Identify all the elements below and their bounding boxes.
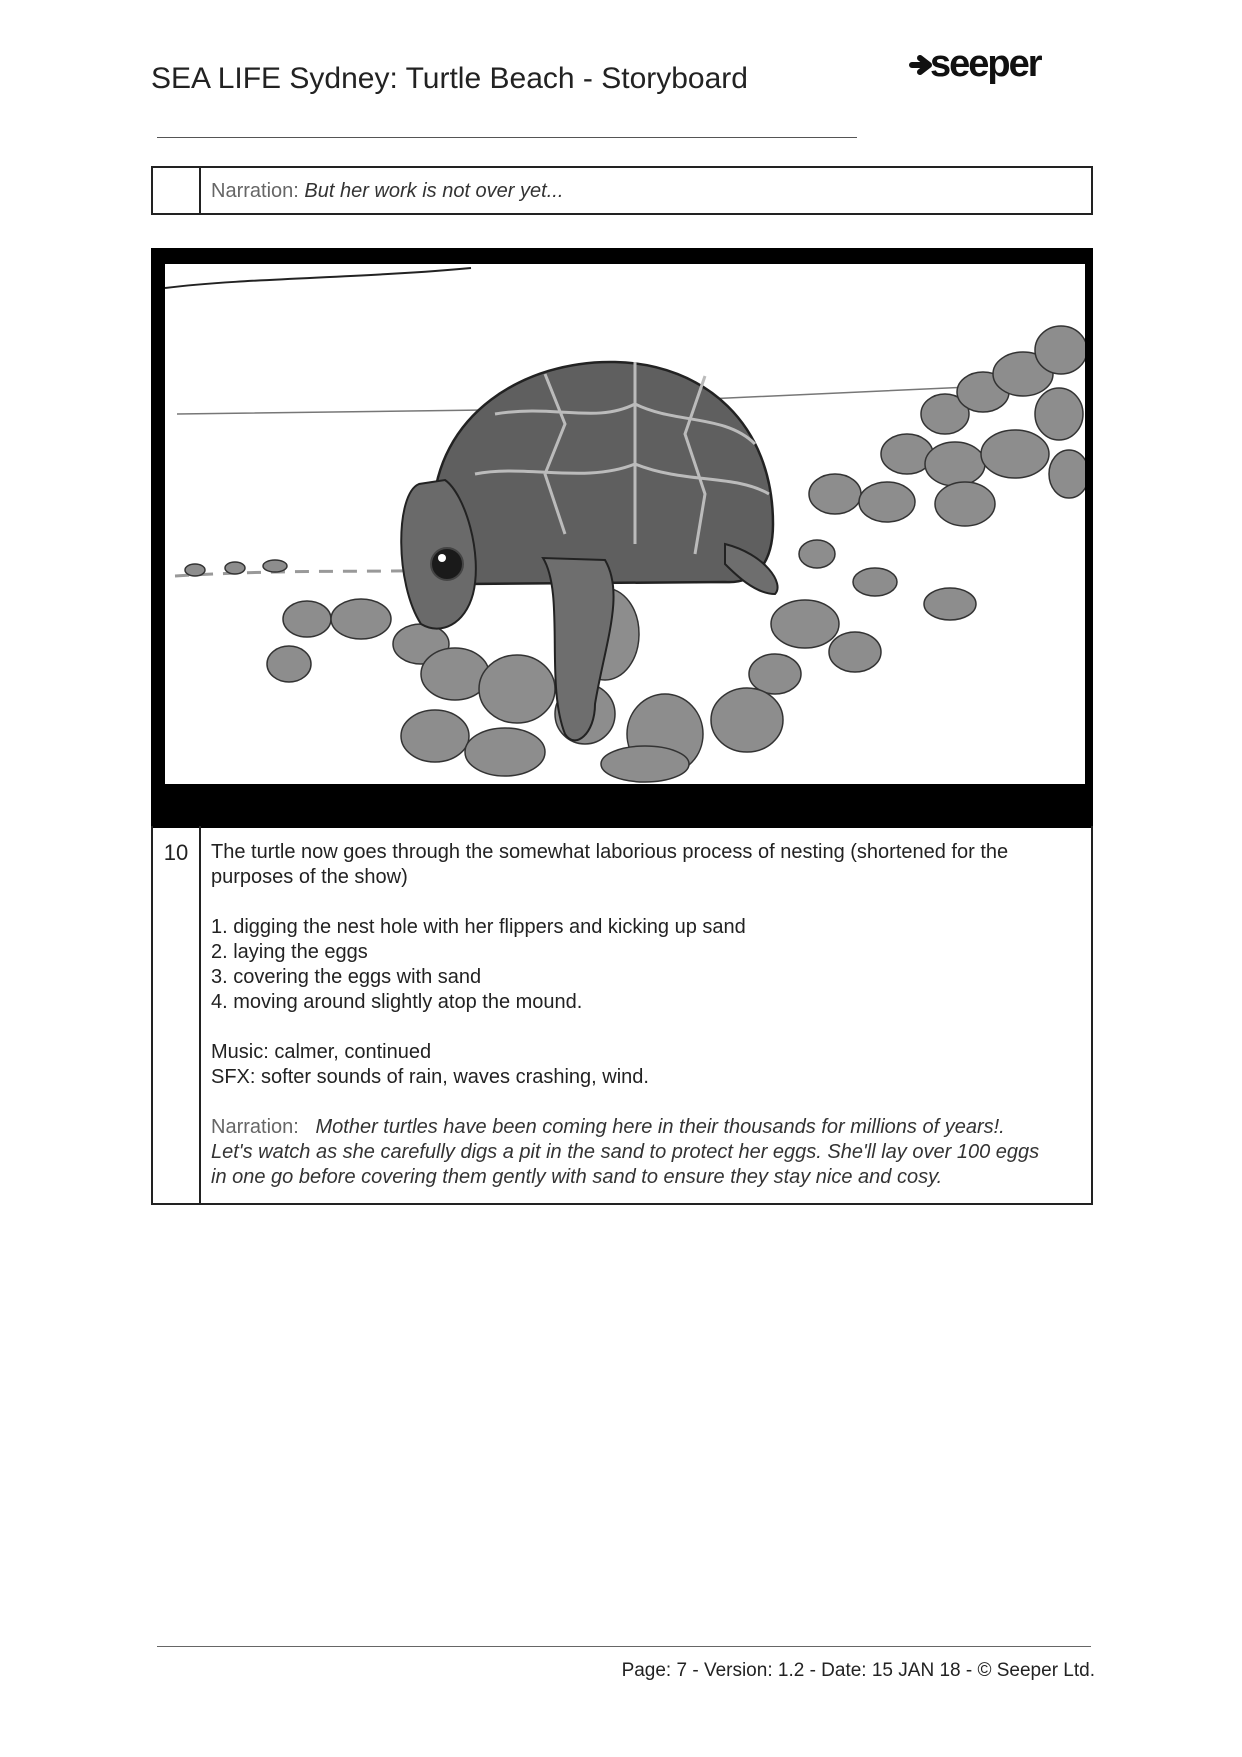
step-item: 3. covering the eggs with sand xyxy=(211,966,482,988)
scene-row xyxy=(151,826,1093,1205)
scene-narration xyxy=(211,1115,1081,1190)
steps-list xyxy=(211,915,1081,1015)
audio-notes xyxy=(211,1040,1081,1090)
empty-number-cell xyxy=(153,168,201,213)
page-title: SEA LIFE Sydney: Turtle Beach - Storyboard xyxy=(151,62,748,95)
narration-text: But her work is not over yet... xyxy=(304,180,564,202)
music-note: Music: calmer, continued xyxy=(211,1041,432,1063)
step-item: 4. moving around slightly atop the mound. xyxy=(211,991,583,1013)
seeper-logo xyxy=(908,42,1070,92)
header-divider xyxy=(157,137,857,138)
step-item: 1. digging the nest hole with her flippers and kicking up sand xyxy=(211,916,746,938)
narration-line: in one go before covering them gently with sand to ensure they stay nice and cosy. xyxy=(211,1166,943,1188)
scene-number: 10 xyxy=(153,826,201,1203)
intro-line-1: The turtle now goes through the somewhat laborious process of nesting (shortened for the xyxy=(211,841,1009,863)
narration-line: Let's watch as she carefully digs a pit in the sand to protect her eggs. She'll lay over 100 eggs xyxy=(211,1141,1040,1163)
turtle-nesting-illustration xyxy=(165,264,1085,784)
narration-cell xyxy=(201,168,1091,213)
logo-text: seeper xyxy=(930,43,1041,85)
narration-label: Narration: xyxy=(211,180,299,202)
scene-intro xyxy=(211,840,1081,890)
scene-description xyxy=(201,826,1091,1203)
narration-line: Mother turtles have been coming here in their thousands for millions of years!. xyxy=(315,1116,1005,1138)
sfx-note: SFX: softer sounds of rain, waves crashing, wind. xyxy=(211,1066,649,1088)
narration-row xyxy=(151,166,1093,215)
step-item: 2. laying the eggs xyxy=(211,941,368,963)
page-footer: Page: 7 - Version: 1.2 - Date: 15 JAN 18 - © Seeper Ltd. xyxy=(621,1660,1095,1681)
storyboard-frame xyxy=(151,248,1093,828)
intro-line-2: purposes of the show) xyxy=(211,866,408,888)
scene-narration-label: Narration: xyxy=(211,1116,299,1138)
footer-divider xyxy=(157,1646,1091,1647)
